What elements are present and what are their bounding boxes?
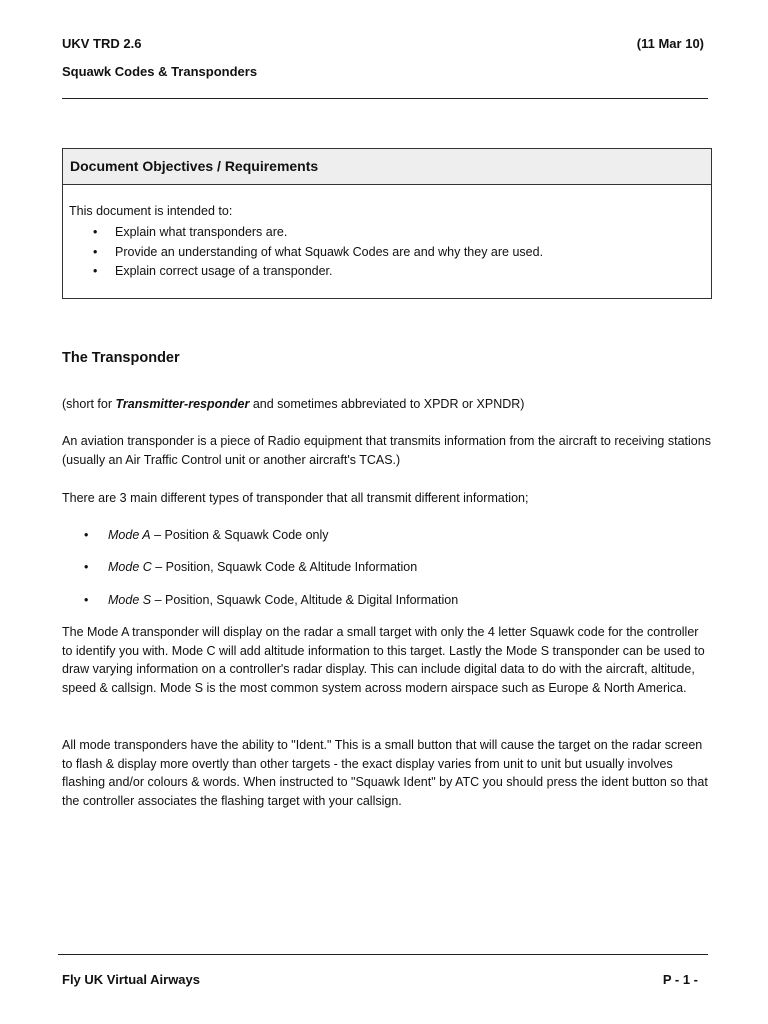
footer-divider [58,954,708,955]
mode-desc: – Position, Squawk Code & Altitude Information [151,560,418,574]
mode-name: Mode C [108,560,152,574]
objectives-box [62,148,712,299]
objective-text: Provide an understanding of what Squawk Codes are and why they are used. [115,244,544,259]
objective-text: Explain correct usage of a transponder. [115,264,333,278]
section-title: The Transponder [62,350,180,366]
short-term: Transmitter-responder [115,397,250,411]
objective-text: Explain what transponders are. [115,225,288,239]
list-item [69,223,711,243]
doc-subtitle: Squawk Codes & Transponders [62,64,258,79]
list-item [69,262,711,282]
objectives-title: Document Objectives / Requirements [63,149,711,185]
mode-description-paragraph: The Mode A transponder will display on the radar a small target with only the 4 letter Squawk code for the controller to identify you with. Mode C will add altitude information to this target. Lastly the Mode S transponder can be used to draw varying information on a controller's radar display. This can include digital data to do with the aircraft, altitude, speed & callsign. Mode S is the most common system across modern airspace such as Europe & North America. [62,625,705,696]
types-paragraph: There are 3 main different types of transponder that all transmit different information; [62,491,529,505]
bullet-icon: • [84,593,89,607]
objectives-body [63,185,711,282]
doc-date: (11 Mar 10) [636,36,704,51]
mode-name: Mode S [108,593,152,607]
header-divider [62,98,708,99]
footer-org: Fly UK Virtual Airways [62,972,200,987]
short-prefix: (short for [62,397,116,411]
ident-paragraph: All mode transponders have the ability to "Ident." This is a small button that will cause the target on the radar screen to flash & display more overtly than other targets - the exact display varies from unit to unit but usually involves flashing and/or colours & words. When instructed to "Squawk Ident" by ATC you should press the ident button so that the controller associates the flashing target with your callsign. [62,738,708,809]
list-item [69,243,711,263]
mode-desc: – Position, Squawk Code, Altitude & Digital Information [151,593,459,607]
objectives-list [69,223,711,282]
aviation-paragraph: An aviation transponder is a piece of Radio equipment that transmits information from the aircraft to receiving stations (usually an Air Traffic Control unit or another aircraft's TCAS.) [62,434,711,467]
mode-desc: – Position & Squawk Code only [150,528,329,542]
mode-name: Mode A [108,528,151,542]
bullet-icon: • [84,528,89,542]
short-for-line [62,395,712,414]
doc-id: UKV TRD 2.6 [62,36,142,51]
bullet-icon: • [93,244,98,259]
bullet-icon: • [93,225,98,239]
objectives-intro: This document is intended to: [69,204,233,218]
short-suffix: and sometimes abbreviated to XPDR or XPNDR) [249,397,525,411]
bullet-icon: • [93,264,98,278]
bullet-icon: • [84,560,89,574]
page-number: P - 1 - [662,972,698,987]
